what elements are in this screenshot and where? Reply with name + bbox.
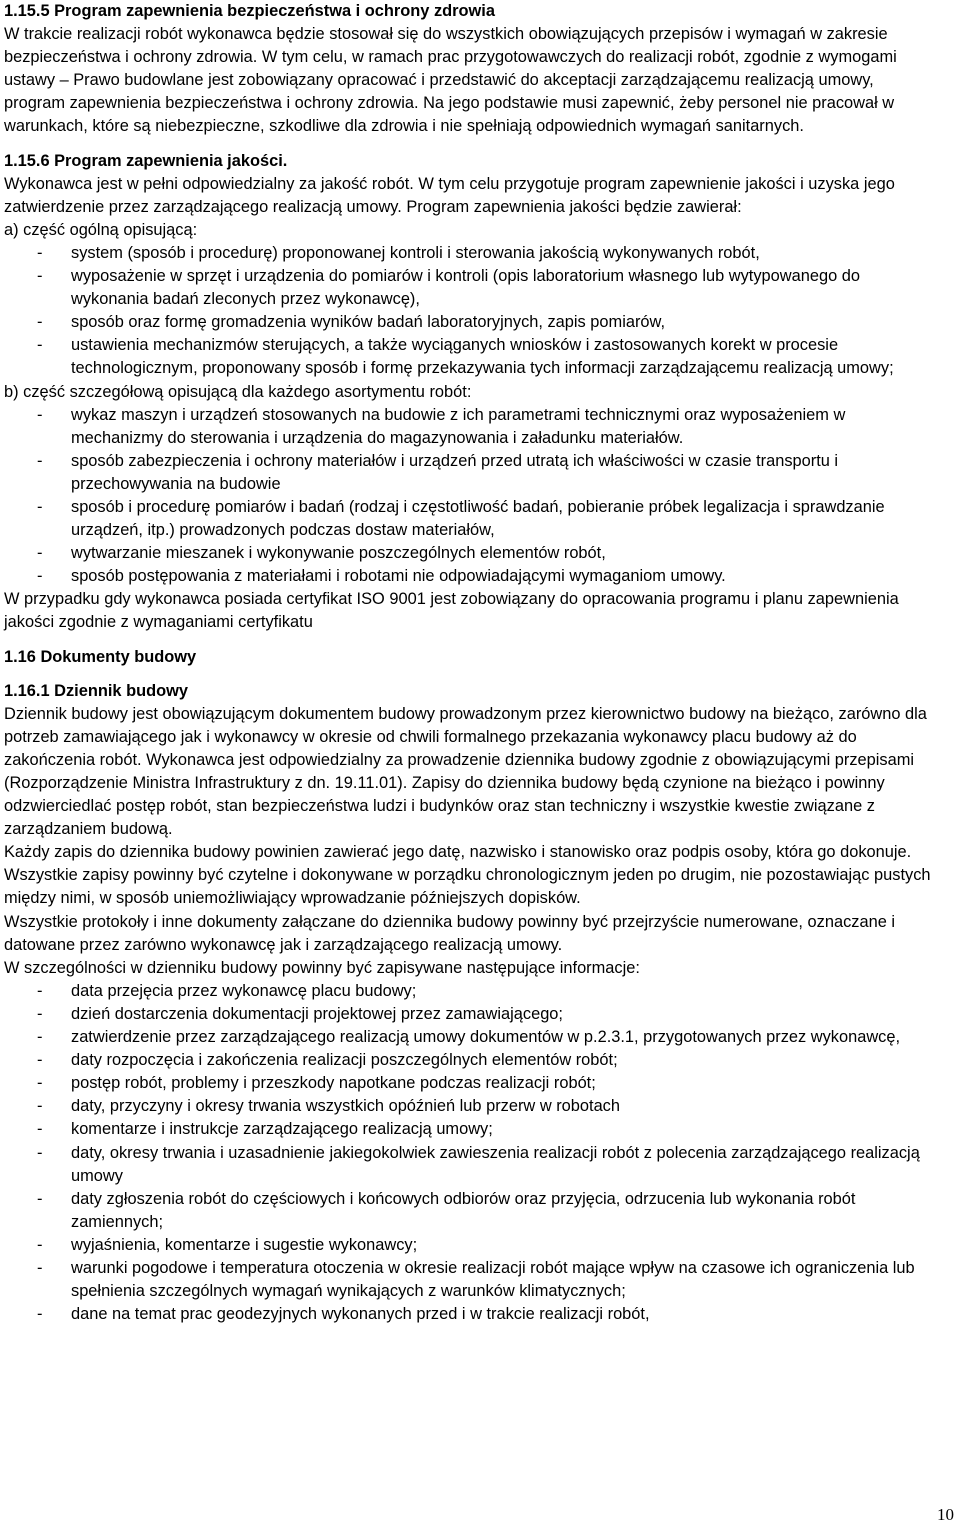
list-item: - daty, przyczyny i okresy trwania wszystkich opóźnień lub przerw w robotach: [4, 1095, 934, 1118]
list-item: - daty zgłoszenia robót do częściowych i końcowych odbiorów oraz przyjęcia, odrzucenia lub wykonania robót zamiennych;: [4, 1188, 934, 1234]
section-paragraph: W trakcie realizacji robót wykonawca będzie stosował się do wszystkich obowiązujących przepisów i wymagań w zakresie bezpieczeństwa i ochrony zdrowia. W tym celu, w ramach prac przygotowawczych do realizacji robót, zgodnie z wymogami ustawy – Prawo budowlane jest zobowiązany opracować i przedstawić do akceptacji zarządzającemu realizacją umowy, program zapewnienia bezpieczeństwa i ochrony zdrowia. Na jego podstawie musi zapewnić, żeby personel nie pracował w warunkach, które są niebezpieczne, szkodliwe dla zdrowia i nie spełniają odpowiednich wymagań sanitarnych.: [4, 25, 897, 136]
section-paragraph: W przypadku gdy wykonawca posiada certyfikat ISO 9001 jest zobowiązany do opracowania programu i planu zapewnienia jakości zgodnie z wymaganiami certyfikatu: [4, 590, 899, 632]
dash-list-diary-entries: [4, 980, 934, 1326]
list-item: - postęp robót, problemy i przeszkody napotkane podczas realizacji robót;: [4, 1072, 934, 1095]
list-item: - system (sposób i procedurę) proponowanej kontroli i sterowania jakością wykonywanych robót,: [4, 242, 934, 265]
section-paragraph: W szczególności w dzienniku budowy powinny być zapisywane następujące informacje:: [4, 958, 640, 977]
dash-list-part-b: [4, 404, 934, 589]
list-item: - ustawienia mechanizmów sterujących, a także wyciąganych wniosków i zastosowanych korekt w procesie technologicznym, proponowany sposób i formę przekazywania tych informacji zarządzającemu realizacją umowy;: [4, 334, 934, 380]
section-paragraph: Wykonawca jest w pełni odpowiedzialny za jakość robót. W tym celu przygotuje program zapewnienie jakości i uzyska jego zatwierdzenie przez zarządzającego realizacją umowy. Program zapewnienia jakości będzie zawierał:: [4, 174, 895, 216]
section-heading: 1.15.6 Program zapewnienia jakości.: [4, 151, 288, 170]
section-1-16-1: [4, 680, 934, 1327]
list-item: - daty rozpoczęcia i zakończenia realizacji poszczególnych elementów robót;: [4, 1049, 934, 1072]
list-label: b) część szczegółową opisującą dla każdego asortymentu robót:: [4, 382, 472, 401]
section-1-16: [4, 646, 934, 669]
list-item: - data przejęcia przez wykonawcę placu budowy;: [4, 980, 934, 1003]
section-heading: 1.15.5 Program zapewnienia bezpieczeństwa i ochrony zdrowia: [4, 2, 495, 20]
section-paragraph: Każdy zapis do dziennika budowy powinien zawierać jego datę, nazwisko i stanowisko oraz podpis osoby, która go dokonuje. Wszystkie zapisy powinny być czytelne i dokonywane w porządku chronologicznym jeden po drugim, nie pozostawiając pustych między nimi, w sposób uniemożliwiający wprowadzanie późniejszych dopisków.: [4, 843, 931, 908]
spacer: [4, 139, 934, 150]
list-item: - sposób oraz formę gromadzenia wyników badań laboratoryjnych, zapis pomiarów,: [4, 311, 934, 334]
list-item: - wyjaśnienia, komentarze i sugestie wykonawcy;: [4, 1234, 934, 1257]
list-item: - warunki pogodowe i temperatura otoczenia w okresie realizacji robót mające wpływ na czasowe ich ograniczenia lub spełnienia szczególnych wymagań wynikających z warunków klimatycznych;: [4, 1257, 934, 1303]
section-heading: 1.16 Dokumenty budowy: [4, 647, 197, 666]
page-number: 10: [937, 1505, 954, 1524]
spacer: [4, 669, 934, 680]
list-item: - komentarze i instrukcje zarządzającego realizacją umowy;: [4, 1118, 934, 1141]
section-paragraph: Wszystkie protokoły i inne dokumenty załączane do dziennika budowy powinny być przejrzyście numerowane, oznaczane i datowane przez zarówno wykonawcę jak i zarządzającego realizacją umowy.: [4, 912, 896, 954]
list-item: - sposób i procedurę pomiarów i badań (rodzaj i częstotliwość badań, pobieranie próbek legalizacja i sprawdzanie urządzeń, itp.) prowadzonych podczas dostaw materiałów,: [4, 496, 934, 542]
list-item: - wykaz maszyn i urządzeń stosowanych na budowie z ich parametrami technicznymi oraz wyposażeniem w mechanizmy do sterowania i urządzenia do magazynowania i załadunku materiałów.: [4, 404, 934, 450]
list-label: a) część ogólną opisującą:: [4, 220, 198, 239]
section-1-15-5: [4, 0, 934, 139]
dash-list-part-a: [4, 242, 934, 381]
list-item: - daty, okresy trwania i uzasadnienie jakiegokolwiek zawieszenia realizacji robót z polecenia zarządzającego realizacją umowy: [4, 1142, 934, 1188]
list-item: - wyposażenie w sprzęt i urządzenia do pomiarów i kontroli (opis laboratorium własnego lub wytypowanego do wykonania badań zleconych przez wykonawcę),: [4, 265, 934, 311]
document-page: [4, 0, 934, 1326]
list-item: - wytwarzanie mieszanek i wykonywanie poszczególnych elementów robót,: [4, 542, 934, 565]
section-heading: 1.16.1 Dziennik budowy: [4, 681, 188, 700]
list-item: - dzień dostarczenia dokumentacji projektowej przez zamawiającego;: [4, 1003, 934, 1026]
section-paragraph: Dziennik budowy jest obowiązującym dokumentem budowy prowadzonym przez kierownictwo budowy na bieżąco, zarówno dla potrzeb zamawiającego jak i wykonawcy w okresie od chwili formalnego przekazania wykonawcy placu budowy aż do zakończenia robót. Wykonawca jest odpowiedzialny za prowadzenie dziennika budowy zgodnie z obowiązującymi przepisami (Rozporządzenie Ministra Infrastruktury z dn. 19.11.01). Zapisy do dziennika budowy będą czynione na bieżąco i powinny odzwierciedlać postęp robót, stan bezpieczeństwa ludzi i budynków oraz stan techniczny i wszystkie kwestie związane z zarządzaniem budową.: [4, 704, 927, 839]
list-item: - dane na temat prac geodezyjnych wykonanych przed i w trakcie realizacji robót,: [4, 1303, 934, 1326]
list-item: - sposób postępowania z materiałami i robotami nie odpowiadającymi wymaganiom umowy.: [4, 565, 934, 588]
list-item: - sposób zabezpieczenia i ochrony materiałów i urządzeń przed utratą ich właściwości w czasie transportu i przechowywania na budowie: [4, 450, 934, 496]
section-1-15-6: [4, 150, 934, 635]
list-item: - zatwierdzenie przez zarządzającego realizacją umowy dokumentów w p.2.3.1, przygotowanych przez wykonawcę,: [4, 1026, 934, 1049]
spacer: [4, 635, 934, 646]
